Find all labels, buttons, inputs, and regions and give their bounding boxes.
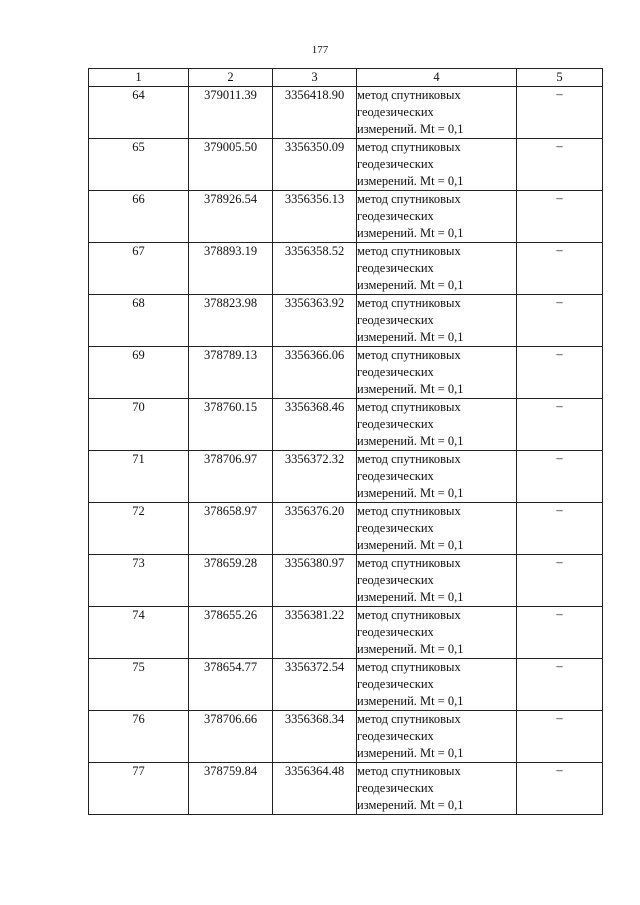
method-line-3: измерений. Mt = 0,1 [357, 434, 464, 448]
table-row [89, 711, 603, 763]
method-line-2: геодезических [357, 781, 434, 795]
method-line-1: метод спутниковых [357, 296, 461, 310]
table-row [89, 399, 603, 451]
method-line-3: измерений. Mt = 0,1 [357, 382, 464, 396]
method-line-1: метод спутниковых [357, 140, 461, 154]
method-line-3: измерений. Mt = 0,1 [357, 694, 464, 708]
method-line-1: метод спутниковых [357, 452, 461, 466]
coordinate-x: 378706.66 [189, 711, 273, 763]
coordinate-x: 378654.77 [189, 659, 273, 711]
method-line-1: метод спутниковых [357, 400, 461, 414]
column-header-5: 5 [517, 69, 603, 87]
method-line-2: геодезических [357, 573, 434, 587]
point-number: 76 [89, 711, 189, 763]
coordinates-table [88, 68, 603, 815]
coordinate-y: 3356418.90 [273, 87, 357, 139]
table-header-row [89, 69, 603, 87]
note-cell: – [517, 347, 603, 399]
coordinate-y: 3356366.06 [273, 347, 357, 399]
coordinate-x: 378759.84 [189, 763, 273, 815]
method-line-1: метод спутниковых [357, 660, 461, 674]
method-line-1: метод спутниковых [357, 88, 461, 102]
method-line-3: измерений. Mt = 0,1 [357, 746, 464, 760]
table-row [89, 295, 603, 347]
table-row [89, 607, 603, 659]
coordinate-y: 3356381.22 [273, 607, 357, 659]
note-cell: – [517, 87, 603, 139]
method-line-2: геодезических [357, 677, 434, 691]
method-description [357, 191, 517, 243]
note-cell: – [517, 711, 603, 763]
method-description [357, 243, 517, 295]
method-line-2: геодезических [357, 521, 434, 535]
method-line-1: метод спутниковых [357, 504, 461, 518]
point-number: 72 [89, 503, 189, 555]
note-cell: – [517, 191, 603, 243]
table-row [89, 659, 603, 711]
method-line-1: метод спутниковых [357, 244, 461, 258]
method-line-2: геодезических [357, 157, 434, 171]
point-number: 73 [89, 555, 189, 607]
method-line-3: измерений. Mt = 0,1 [357, 538, 464, 552]
point-number: 77 [89, 763, 189, 815]
method-line-1: метод спутниковых [357, 608, 461, 622]
point-number: 70 [89, 399, 189, 451]
method-description [357, 503, 517, 555]
coordinate-x: 378893.19 [189, 243, 273, 295]
table-row [89, 503, 603, 555]
page-number: 177 [311, 44, 329, 56]
method-description [357, 295, 517, 347]
method-line-2: геодезических [357, 625, 434, 639]
method-line-1: метод спутниковых [357, 556, 461, 570]
point-number: 74 [89, 607, 189, 659]
coordinate-y: 3356356.13 [273, 191, 357, 243]
method-description [357, 347, 517, 399]
note-cell: – [517, 555, 603, 607]
method-line-3: измерений. Mt = 0,1 [357, 486, 464, 500]
coordinate-y: 3356376.20 [273, 503, 357, 555]
coordinate-y: 3356368.46 [273, 399, 357, 451]
point-number: 75 [89, 659, 189, 711]
table-row [89, 451, 603, 503]
method-description [357, 763, 517, 815]
column-header-2: 2 [189, 69, 273, 87]
coordinate-x: 378760.15 [189, 399, 273, 451]
method-line-2: геодезических [357, 417, 434, 431]
coordinate-y: 3356358.52 [273, 243, 357, 295]
coordinate-x: 378658.97 [189, 503, 273, 555]
method-description [357, 607, 517, 659]
method-line-2: геодезических [357, 313, 434, 327]
coordinate-x: 379005.50 [189, 139, 273, 191]
table-row [89, 347, 603, 399]
method-description [357, 139, 517, 191]
coordinate-y: 3356363.92 [273, 295, 357, 347]
point-number: 66 [89, 191, 189, 243]
method-description [357, 659, 517, 711]
note-cell: – [517, 607, 603, 659]
column-header-1: 1 [89, 69, 189, 87]
method-line-3: измерений. Mt = 0,1 [357, 330, 464, 344]
note-cell: – [517, 399, 603, 451]
method-line-2: геодезических [357, 729, 434, 743]
method-line-3: измерений. Mt = 0,1 [357, 174, 464, 188]
method-line-2: геодезических [357, 469, 434, 483]
coordinate-y: 3356368.34 [273, 711, 357, 763]
table-row [89, 191, 603, 243]
method-description [357, 555, 517, 607]
method-line-2: геодезических [357, 209, 434, 223]
point-number: 69 [89, 347, 189, 399]
method-line-3: измерений. Mt = 0,1 [357, 798, 464, 812]
coordinate-x: 378823.98 [189, 295, 273, 347]
column-header-3: 3 [273, 69, 357, 87]
method-line-2: геодезических [357, 365, 434, 379]
column-header-4: 4 [357, 69, 517, 87]
method-description [357, 87, 517, 139]
method-description [357, 399, 517, 451]
point-number: 64 [89, 87, 189, 139]
coordinate-x: 378706.97 [189, 451, 273, 503]
method-line-3: измерений. Mt = 0,1 [357, 278, 464, 292]
method-line-3: измерений. Mt = 0,1 [357, 590, 464, 604]
point-number: 68 [89, 295, 189, 347]
coordinate-x: 378655.26 [189, 607, 273, 659]
method-line-1: метод спутниковых [357, 712, 461, 726]
coordinate-x: 378789.13 [189, 347, 273, 399]
note-cell: – [517, 451, 603, 503]
method-line-3: измерений. Mt = 0,1 [357, 122, 464, 136]
method-line-1: метод спутниковых [357, 764, 461, 778]
method-line-3: измерений. Mt = 0,1 [357, 226, 464, 240]
table-row [89, 763, 603, 815]
method-description [357, 451, 517, 503]
coordinate-y: 3356372.54 [273, 659, 357, 711]
note-cell: – [517, 295, 603, 347]
note-cell: – [517, 243, 603, 295]
table-row [89, 243, 603, 295]
coordinate-x: 379011.39 [189, 87, 273, 139]
point-number: 67 [89, 243, 189, 295]
note-cell: – [517, 763, 603, 815]
method-line-2: геодезических [357, 105, 434, 119]
coordinate-y: 3356364.48 [273, 763, 357, 815]
note-cell: – [517, 659, 603, 711]
table-row [89, 555, 603, 607]
coordinate-y: 3356350.09 [273, 139, 357, 191]
coordinate-x: 378926.54 [189, 191, 273, 243]
note-cell: – [517, 503, 603, 555]
point-number: 71 [89, 451, 189, 503]
note-cell: – [517, 139, 603, 191]
method-description [357, 711, 517, 763]
table-body [89, 87, 603, 815]
coordinate-y: 3356372.32 [273, 451, 357, 503]
table-row [89, 139, 603, 191]
method-line-3: измерений. Mt = 0,1 [357, 642, 464, 656]
method-line-1: метод спутниковых [357, 348, 461, 362]
coordinate-y: 3356380.97 [273, 555, 357, 607]
coordinate-x: 378659.28 [189, 555, 273, 607]
table-row [89, 87, 603, 139]
point-number: 65 [89, 139, 189, 191]
method-line-1: метод спутниковых [357, 192, 461, 206]
method-line-2: геодезических [357, 261, 434, 275]
